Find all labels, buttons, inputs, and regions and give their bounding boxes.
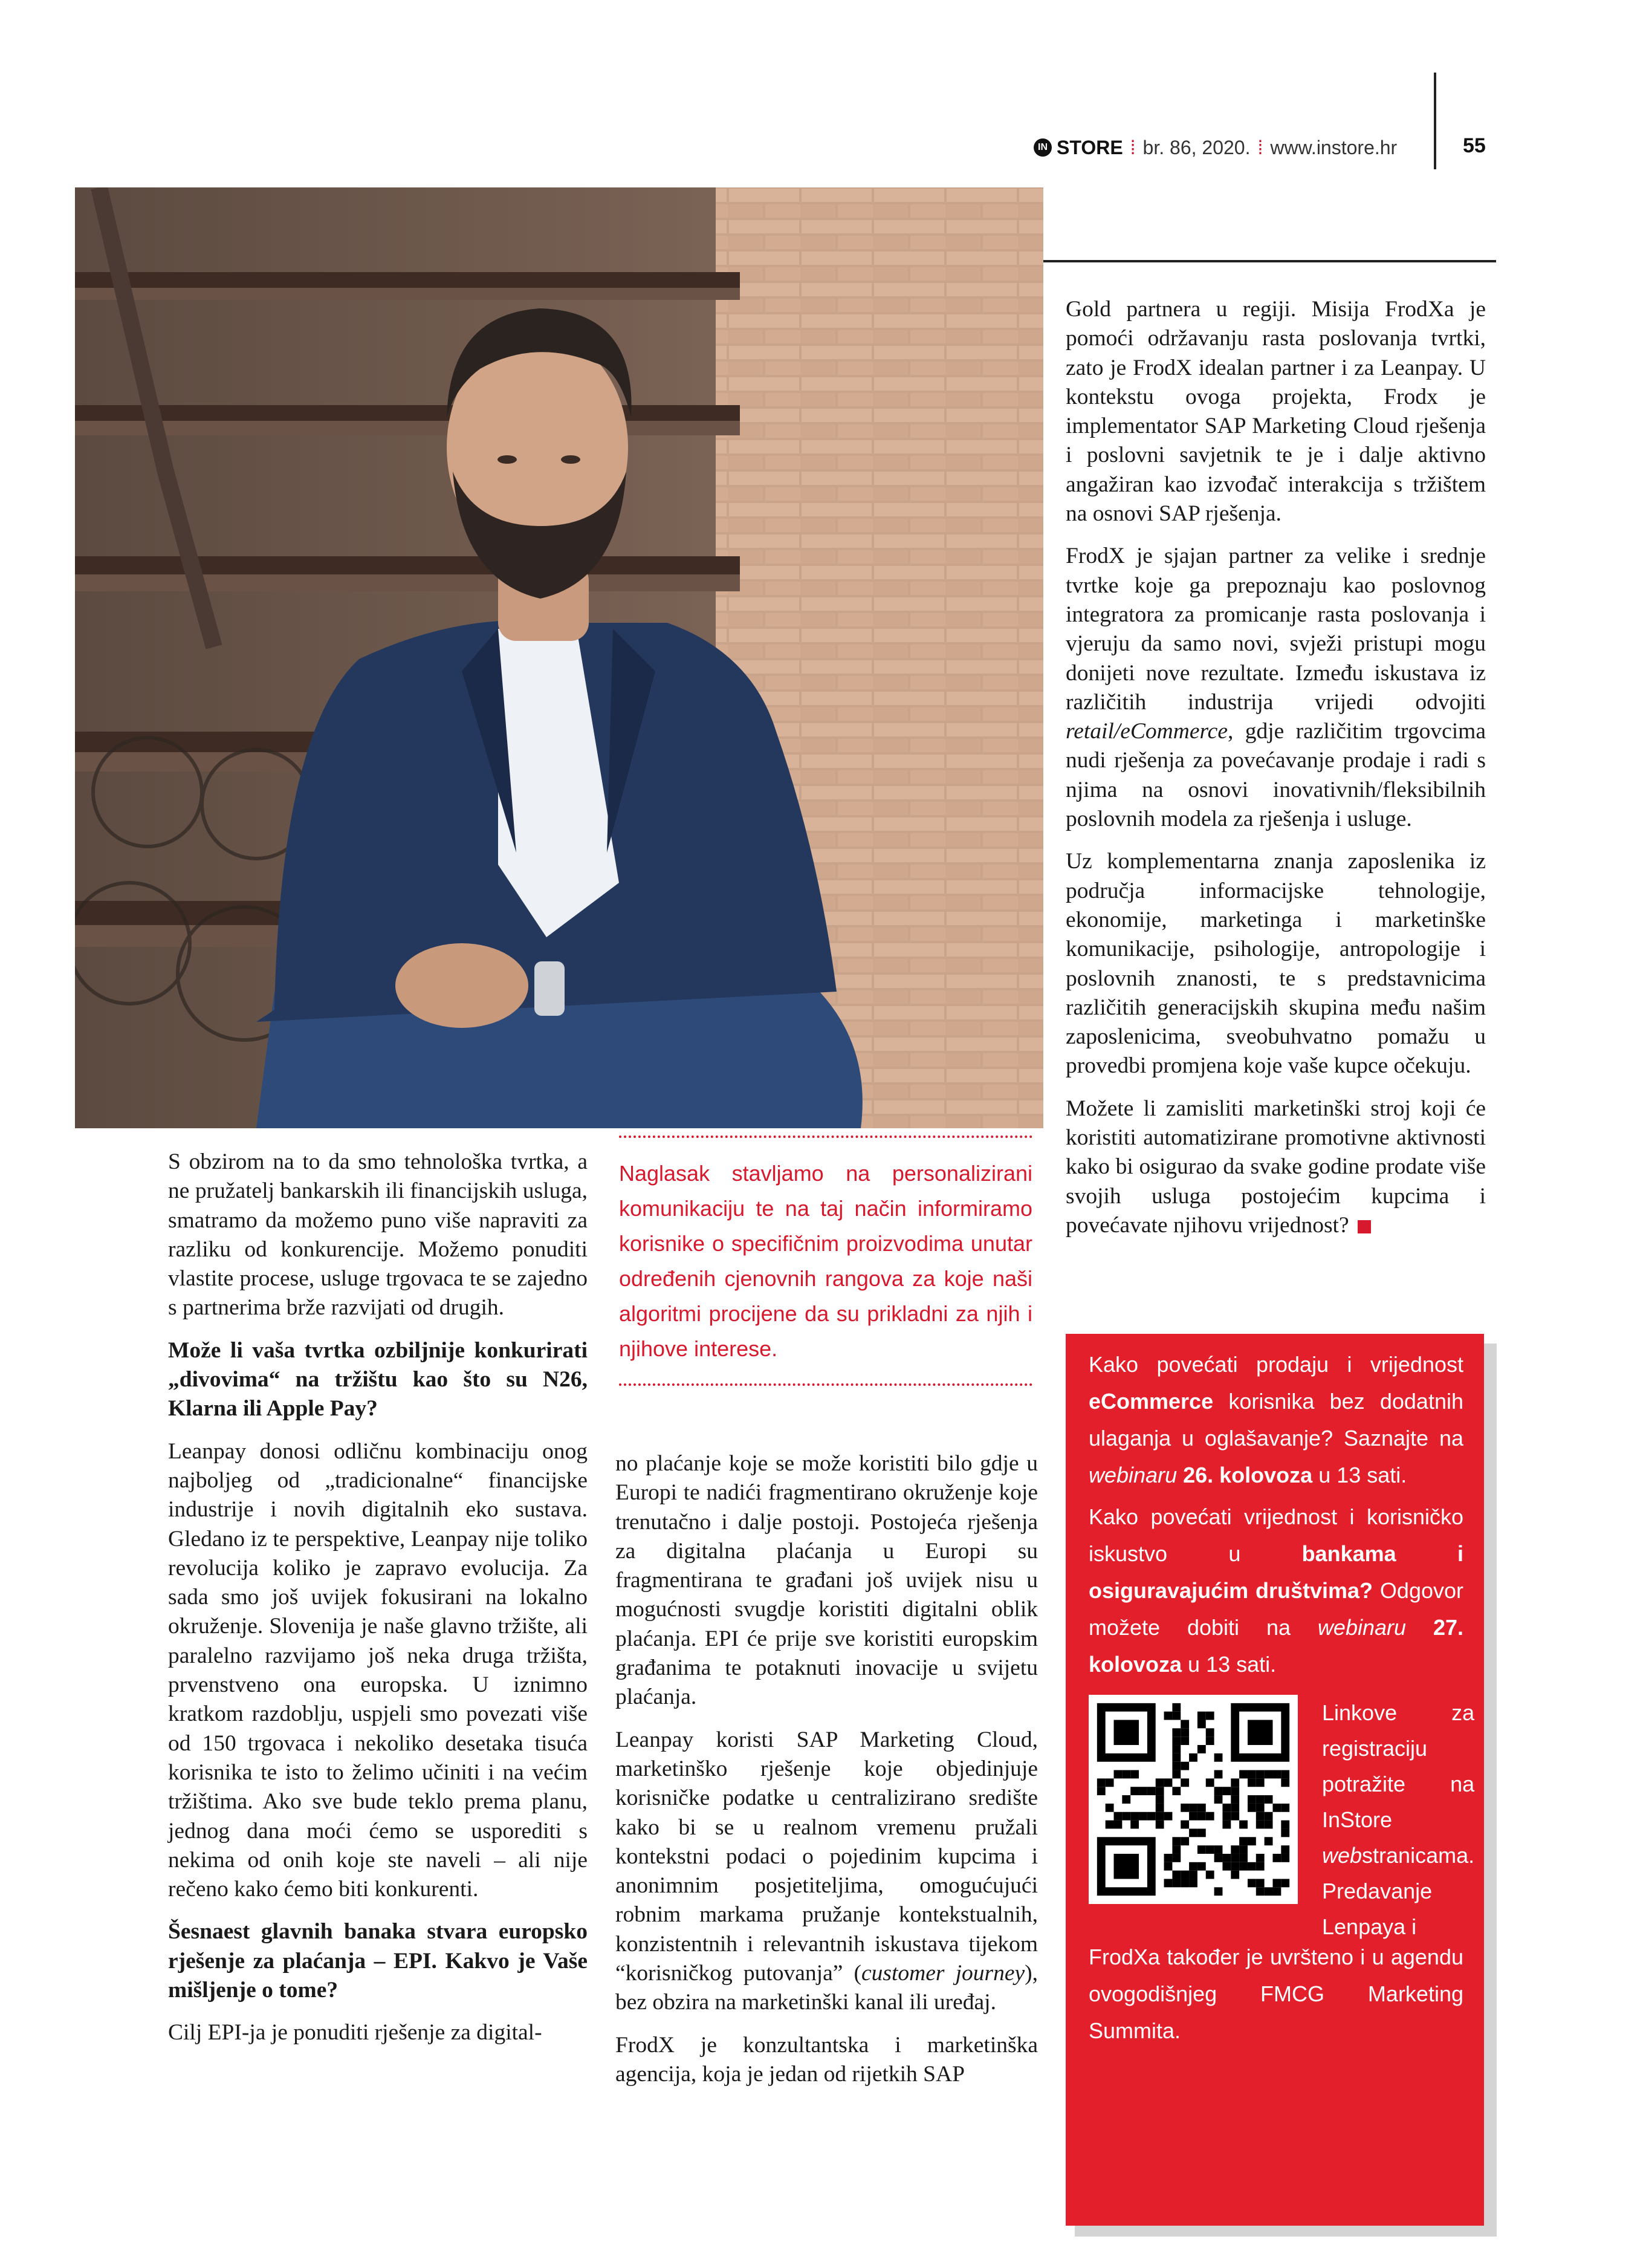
italic-term: web [1322,1843,1362,1868]
header-divider [1434,73,1436,169]
paragraph [615,1726,1038,2018]
paragraph: Cilj EPI-ja je ponuditi rješenje za digital- [168,2020,542,2045]
magazine-name: STORE [1057,136,1123,158]
italic-term: webinaru [1317,1615,1407,1640]
interview-question: Šesnaest glavnih banaka stvara europsko rješenje za plaćanja – EPI. Kakvo je Vaše mišljenje o tome? [168,1919,588,2003]
bold-term: eCommerce [1089,1389,1214,1414]
header-separator: ⁞ [1130,136,1136,158]
bold-date: 27. kolovoza [1089,1615,1463,1677]
text-run: Kako povećati prodaju i vrijednost [1089,1352,1463,1377]
text-run [1406,1615,1433,1640]
italic-term: customer journey [861,1961,1025,1986]
portrait-photo [75,187,1043,1128]
text-run: u 13 sati. [1312,1463,1407,1487]
paragraph [1066,1094,1486,1240]
paragraph: Gold partnera u regiji. Misija FrodXa je pomoći održavanju rasta poslovanja tvrtki, zato je FrodX idealan partner i za Leanpay. U kontekstu ovoga projekta, Frodx je implementator SAP Marketing Cloud rješenja i poslovni savjetnik te je i dalje aktivno angažiran kao izvođač interakcija s tržištem na osnovi SAP rješenja. [1066,297,1486,527]
column-rule [1042,260,1496,262]
header-separator: ⁞ [1257,136,1263,158]
promo-box [1066,1334,1484,2226]
article-column-2 [615,1449,1038,2102]
bold-term: bankama i osiguravajućim društvima? [1089,1541,1463,1603]
text-run: Kako povećati vrijednost i korisničko iskustvo u [1089,1504,1463,1566]
text-run: Odgovor možete dobiti na [1089,1578,1463,1640]
text-run: Leanpay koristi SAP Marketing Cloud, marketinško rješenje koje objedinjuje korisničke podatke u centralizirano središte kako bi se u realnom vremenu pružali kontekstni podaci o pojedinim kupcima i anonimnim posjetiteljima, omogućujući robnim markama pružanje kontekstualnih, konzistentnih i relevantnih iskustava tijekom “korisničkog putovanja” ( [615,1727,1038,1986]
text-run: , gdje različitim trgovcima nudi rješenja za povećavanje prodaje i radi s njima na osnovi inovativnih/fleksibilnih poslovnih modela za rješenja i usluge. [1066,719,1486,832]
italic-term: retail/eCommerce [1066,719,1228,744]
portrait-illustration [75,187,1043,1128]
page-number: 55 [1463,134,1486,157]
text-run: korisnika bez dodatnih ulaganja u oglašavanje? Saznajte na [1089,1389,1463,1451]
qr-code-icon[interactable] [1089,1695,1298,1904]
article-column-3 [1066,295,1486,1253]
qr-row [1089,1695,1475,1945]
issue-number: br. 86, 2020. [1142,136,1251,158]
text-run: stranicama. Predavanje Lenpaya i [1322,1843,1475,1939]
paragraph [1066,542,1486,834]
instore-logo-icon: IN [1034,138,1052,157]
registration-note [1322,1695,1474,1945]
website-link[interactable]: www.instore.hr [1270,136,1398,158]
promo-paragraph: FrodXa također je uvršteno i u agendu ovogodišnjeg FMCG Marketing Summita. [1089,1945,1463,2043]
promo-paragraph [1089,1346,1463,1493]
end-mark-icon [1358,1220,1371,1233]
bold-date: 26. kolovoza [1183,1463,1313,1487]
text-run: ), bez obzira na marketinški kanal ili uređaj. [615,1961,1038,2015]
text-run: FrodX je sjajan partner za velike i srednje tvrtke koje ga prepoznaju kao poslovnog integratora za promicanje rasta poslovanja i vjeruju da samo novi, svježi pristupi mogu donijeti nove rezultate. Između iskustava iz različitih industrija vrijedi odvojiti [1066,544,1486,715]
promo-paragraph [1089,1498,1463,1683]
text-run: Linkove za registraciju potražite na InStore [1322,1700,1475,1832]
pull-quote: Naglasak stavljamo na personalizirani komunikaciju te na taj način informiramo korisnike o specifičnim proizvodima unutar određenih cjenovnih rangova za koje naši algoritmi procijene da su prikladni za njih i njihove interese. [619,1136,1032,1386]
paragraph: Leanpay donosi odličnu kombinaciju onog najboljeg od „tradicionalne“ financijske industrije i novih digitalnih eko sustava. Gledano iz te perspektive, Leanpay nije toliko revolucija koliko je zapravo evolucija. Za sada smo još uvijek fokusirani na lokalno okruženje. Slovenija je naše glavno tržište, ali paralelno razvijamo još neka druga tržišta, prvenstveno ona europska. U iznimno kratkom razdoblju, uspjeli smo povezati više od 150 trgovaca i nekoliko desetaka tisuća korisnika te isto to želimo učiniti i na većim tržištima. Ako sve bude teklo prema planu, jednog dana moći ćemo se usporediti s nekima od onih koje ste naveli – ali nije rečeno kako ćemo biti konkurenti. [168,1438,588,1902]
text-run: u 13 sati. [1182,1652,1277,1677]
paragraph: FrodX je konzultantska i marketinška agencija, koja je jedan od rijetkih SAP [615,2032,1038,2087]
text-run [1177,1463,1183,1487]
paragraph: Uz komplementarna znanja zaposlenika iz područja informacijske tehnologije, ekonomije, marketinga i marketinške komunikacije, psihologije, antropologije i poslovnih znanosti, te s predstavnicima različitih generacijskih skupina među našim zaposlenicima, sveobuhvatno pomažu u provedbi promjena koje vaše kupce očekuju. [1066,849,1486,1079]
instore-logo [1034,137,1123,159]
paragraph: no plaćanje koje se može koristiti bilo gdje u Europi te nadići fragmentirano okruženje koje trenutačno i dalje postoji. Postojeća rješenja za digitalna plaćanja u Europi su fragmentirana te građani još uvijek nisu u mogućnosti svugdje koristiti digitalni oblik plaćanja. EPI će prije sve koristiti europskim građanima te potaknuti inovacije u svijetu plaćanja. [615,1451,1038,1710]
text-run: Možete li zamisliti marketinški stroj koji će koristiti automatizirane promotivne aktivnosti kako bi osigurao da svake godine prodate više svojih usluga postojećim kupcima i povećavate njihovu vrijednost? [1066,1096,1486,1238]
interview-question: Može li vaša tvrtka ozbiljnije konkurirati „divovima“ na tržištu kao što su N26, Klarna ili Apple Pay? [168,1337,588,1422]
article-column-1 [168,1148,588,2061]
qr-code-graphic [1089,1695,1298,1904]
italic-term: webinaru [1089,1463,1178,1487]
paragraph: S obzirom na to da smo tehnološka tvrtka, a ne pružatelj bankarskih ili financijskih usluga, smatramo da možemo puno više napraviti za razliku od konkurencije. Možemo ponuditi vlastite procese, usluge trgovaca te se zajedno s partnerima brže razvijati od drugih. [168,1149,588,1321]
